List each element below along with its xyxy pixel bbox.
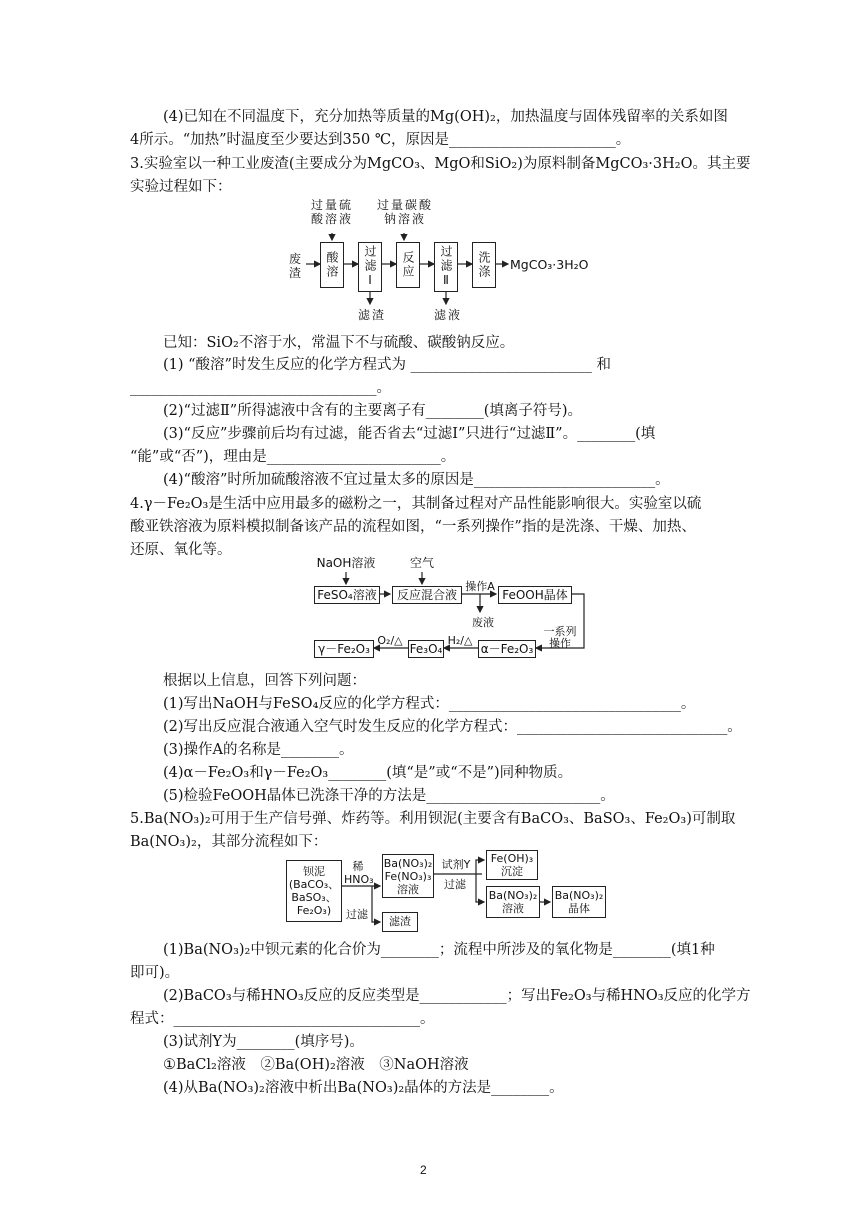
q3-part1: (1) “酸溶”时发生反应的化学方程式为 _________________________ 和 — [163, 357, 611, 373]
q5-box-feoh3: Fe(OH)₃ 沉淀 — [486, 850, 538, 880]
q5-box-barium-mud: 钡泥 (BaCO₃、 BaSO₃、 Fe₂O₃) — [286, 860, 342, 922]
q3-part1-cont: __________________________________。 — [130, 380, 391, 396]
q3-known: 已知：SiO₂不溶于水，常温下不与硫酸、碳酸钠反应。 — [163, 335, 515, 351]
q3-step-wash: 洗涤 — [472, 242, 496, 288]
q2-part4-cont: 4所示。“加热”时温度至少要达到350 ℃，原因是_______________________。 — [130, 132, 631, 148]
q5-flow-diagram — [286, 850, 616, 934]
q4-box-feso4: FeSO₄溶液 — [314, 586, 380, 604]
q3-out-filtrate: 滤液 — [433, 308, 462, 322]
q3-step-acid: 酸溶 — [320, 242, 344, 288]
q2-part4: (4)已知在不同温度下，充分加热等质量的Mg(OH)₂，加热温度与固体残留率的关系如图 — [163, 109, 728, 125]
q3-part3-cont: “能”或“否”)，理由是________________________。 — [130, 449, 456, 465]
q5-filter2-label: 过滤 — [444, 878, 466, 891]
q4-box-alpha: α－Fe₂O₃ — [478, 640, 536, 658]
q3-step-react: 反应 — [396, 242, 420, 288]
q5-box-bano3-solution: Ba(NO₃)₂ 溶液 — [486, 886, 540, 918]
q3-part2: (2)“过滤Ⅱ”所得滤液中含有的主要离子有________(填离子符号)。 — [163, 403, 583, 419]
q4-flow-diagram — [310, 556, 590, 664]
q5-part1-cont: 即可)。 — [130, 965, 180, 981]
q3-reagent2: 过量碳酸 钠溶液 — [376, 198, 433, 226]
q5-reagent-y: 试剂Y — [441, 858, 471, 871]
q3-reagent1: 过量硫 酸溶液 — [310, 198, 353, 226]
q3-intro: 3.实验室以一种工业废渣(主要成分为MgCO₃、MgO和SiO₂)为原料制备MgCO₃·3H₂O。其主要 — [130, 156, 751, 172]
q5-part3: (3)试剂Y为________(填序号)。 — [163, 1034, 364, 1050]
q4-box-feooh: FeOOH晶体 — [498, 586, 572, 604]
q5-acid-label: 稀 HNO₃ — [344, 860, 374, 886]
q4-o2-label: O₂/△ — [377, 634, 403, 647]
q5-intro-cont: Ba(NO₃)₂，其部分流程如下： — [130, 834, 328, 850]
q4-intro-cont: 酸亚铁溶液为原料模拟制备该产品的流程如图，“一系列操作”指的是洗涤、干燥、加热、 — [130, 519, 696, 535]
q3-input: 废 渣 — [288, 252, 301, 280]
q4-waste: 废液 — [472, 616, 494, 629]
q4-reagent-naoh: NaOH溶液 — [316, 556, 376, 570]
q5-part2-cont: 程式：__________________________________。 — [130, 1011, 435, 1027]
q3-flow-diagram — [280, 196, 620, 328]
q4-box-mixture: 反应混合液 — [392, 586, 462, 604]
q5-box-residue: 滤渣 — [382, 912, 418, 932]
q3-step-filter2: 过滤Ⅱ — [434, 242, 458, 292]
q5-box-bano3-crystal: Ba(NO₃)₂ 晶体 — [552, 886, 606, 918]
q4-reagent-air: 空气 — [409, 556, 434, 570]
q4-intro-cont2: 还原、氧化等。 — [130, 542, 232, 558]
q3-out-residue: 滤渣 — [357, 308, 386, 322]
q4-box-fe3o4: Fe₃O₄ — [409, 642, 443, 656]
q4-part2: (2)写出反应混合液通入空气时发生反应的化学方程式：_____________________________。 — [163, 719, 742, 735]
q5-box-solution: Ba(NO₃)₂ Fe(NO₃)₃ 溶液 — [382, 854, 434, 898]
q4-h2-label: H₂/△ — [447, 634, 473, 647]
q5-intro: 5.Ba(NO₃)₂可用于生产信号弹、炸药等。利用钡泥(主要含有BaCO₃、BaSO₃、Fe₂O₃)可制取 — [130, 811, 736, 827]
q4-series-ops: 一系列 操作 — [543, 625, 577, 650]
q5-part2: (2)BaCO₃与稀HNO₃反应的反应类型是____________；写出Fe₂O₃与稀HNO₃反应的化学方 — [163, 988, 751, 1004]
q5-part1: (1)Ba(NO₃)₂中钡元素的化合价为________；流程中所涉及的氧化物是________(填1种 — [163, 942, 715, 958]
q4-box-gamma: γ－Fe₂O₃ — [314, 640, 374, 658]
q5-part4: (4)从Ba(NO₃)₂溶液中析出Ba(NO₃)₂晶体的方法是________。 — [163, 1080, 564, 1096]
page-number: 2 — [420, 1163, 427, 1177]
q4-intro: 4.γ－Fe₂O₃是生活中应用最多的磁粉之一，其制备过程对产品性能影响很大。实验室以硫 — [130, 496, 702, 512]
q4-op-a: 操作A — [465, 580, 495, 593]
q4-part1: (1)写出NaOH与FeSO₄反应的化学方程式：________________________________。 — [163, 696, 696, 712]
q5-options: ①BaCl₂溶液 ②Ba(OH)₂溶液 ③NaOH溶液 — [163, 1057, 469, 1073]
q4-lead: 根据以上信息，回答下列问题： — [163, 673, 366, 689]
q4-part5: (5)检验FeOOH晶体已洗涤干净的方法是________________________。 — [163, 788, 615, 804]
q4-part4: (4)α－Fe₂O₃和γ－Fe₂O₃________(填“是”或“不是”)同种物质。 — [163, 765, 573, 781]
q3-product: MgCO₃·3H₂O — [510, 257, 589, 272]
q3-part3: (3)“反应”步骤前后均有过滤，能否省去“过滤Ⅰ”只进行“过滤Ⅱ”。________(填 — [163, 426, 656, 442]
q4-part3: (3)操作A的名称是________。 — [163, 742, 354, 758]
q3-intro-cont: 实验过程如下： — [130, 179, 232, 195]
q5-filter1-label: 过滤 — [346, 908, 368, 921]
q3-step-filter1: 过滤Ⅰ — [358, 242, 382, 292]
q3-part4: (4)“酸溶”时所加硫酸溶液不宜过量太多的原因是_________________________。 — [163, 472, 670, 488]
